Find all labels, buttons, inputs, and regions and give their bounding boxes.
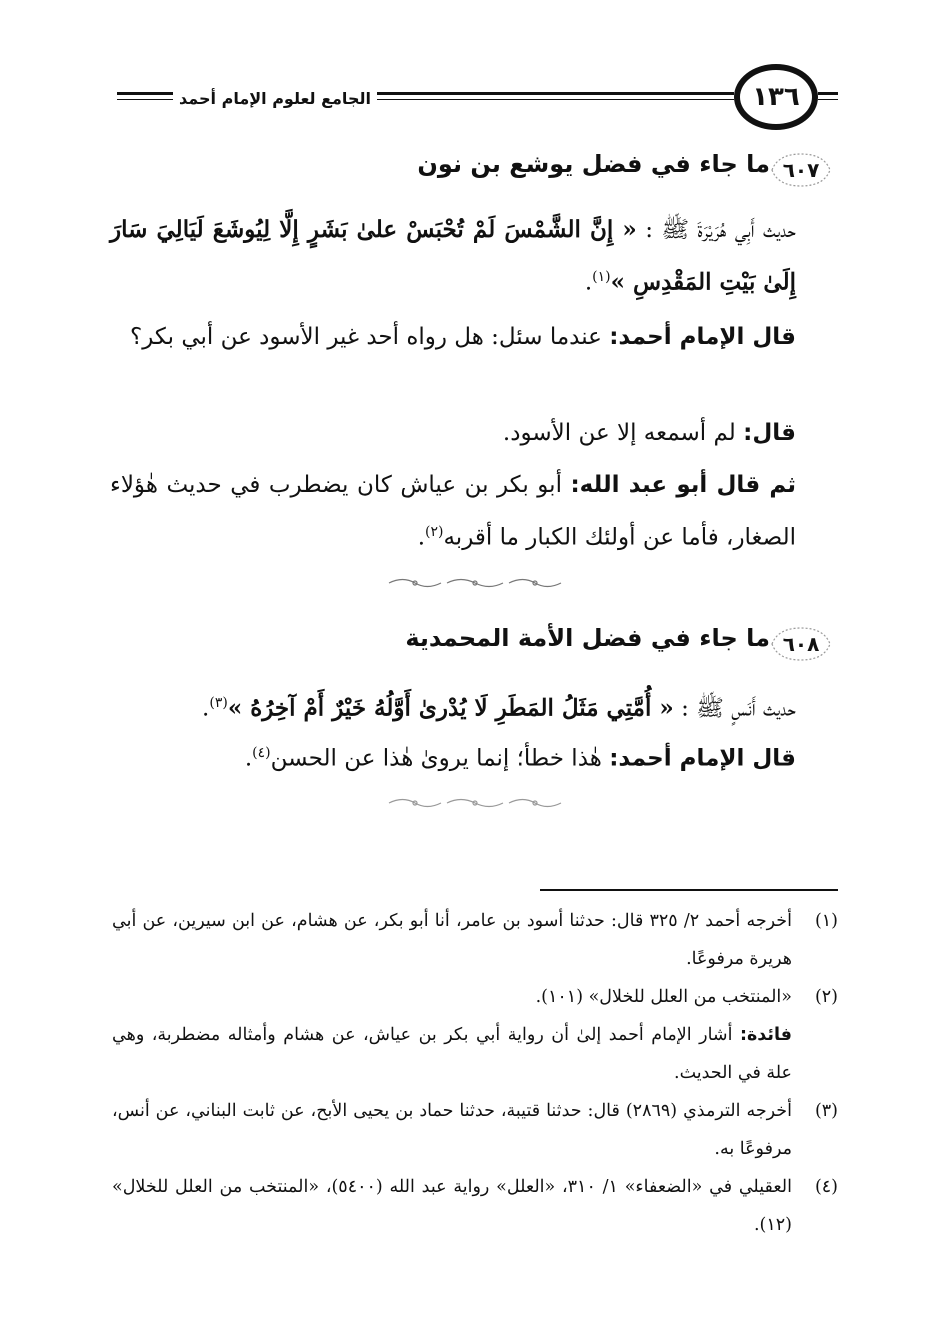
paragraph-hadith-607: حديث أَبِي هُرَيْرَةَ ﷺ : « إِنَّ الشَّمْسَ لَمْ تُحْبَسْ علىٰ بَشَرٍ إِلَّا لِيُوشَعَ لَيَالِيَ سَارَ إِلَىٰ بَيْتِ المَقْدِسِ »$^{(١)}$. bbox=[110, 216, 797, 296]
header-rule-mid-bottom bbox=[377, 99, 734, 100]
paragraph-answer bbox=[110, 410, 796, 457]
section-title-607: ما جاء في فضل يوشع بن نون bbox=[417, 150, 770, 178]
footnote-number bbox=[792, 1016, 838, 1092]
footnote-text: أخرجه أحمد ٢/ ٣٢٥ قال: حدثنا أسود بن عامر، أنا أبو بكر، عن هشام، عن ابن سيرين، عن أبي هريرة مرفوعًا. bbox=[112, 911, 792, 969]
footnote-1 bbox=[112, 902, 838, 978]
paragraph-text: لم أسمعه إلا عن الأسود. bbox=[502, 420, 736, 446]
header-rule-left-bottom bbox=[117, 99, 173, 100]
divider-ornament bbox=[385, 576, 565, 590]
paragraph-text: هٰذا خطأ؛ إنما يروىٰ هٰذا عن الحسن bbox=[270, 745, 602, 772]
header-rule-left-top bbox=[117, 92, 173, 95]
speaker-label: ثم قال أبو عبد الله: bbox=[570, 472, 796, 498]
footnote-benefit bbox=[112, 1016, 838, 1092]
section-number-608: ٦٠٨ bbox=[764, 624, 838, 664]
hadith-text: « إِنَّ الشَّمْسَ لَمْ تُحْبَسْ علىٰ بَشَرٍ إِلَّا لِيُوشَعَ لَيَالِيَ سَارَ إِلَىٰ بَيْتِ المَقْدِسِ » bbox=[110, 216, 796, 296]
benefit-text: أشار الإمام أحمد إلىٰ أن رواية أبي بكر بن عياش، عن هشام وأمثاله مضطربة، وهي علة في الحديث. bbox=[112, 1025, 792, 1083]
footnotes bbox=[112, 902, 838, 1244]
header-rule-mid-top bbox=[377, 92, 734, 95]
footnote-text: «المنتخب من العلل للخلال» (١٠١). bbox=[535, 987, 792, 1007]
footnote-3 bbox=[112, 1092, 838, 1168]
hadith-intro: حديث أَنَسٍ ﷺ : bbox=[681, 695, 796, 722]
footnote-number: (٢) bbox=[814, 987, 838, 1007]
paragraph-text: أبو بكر بن عياش كان يضطرب في حديث هٰؤلاء الصغار، فأما عن أولئك الكبار ما أقربه bbox=[110, 472, 796, 551]
page-number: ١٣٦ bbox=[734, 64, 818, 130]
footnote-ref[interactable]: (٢) bbox=[425, 524, 444, 540]
footnote-number: (٣) bbox=[814, 1101, 838, 1121]
paragraph-text: عندما سئل: هل رواه أحد غير الأسود عن أبي بكر؟ bbox=[130, 324, 602, 350]
footnote-text: أخرجه الترمذي (٢٨٦٩) قال: حدثنا قتيبة، حدثنا حماد بن يحيى الأبح، عن ثابت البناني، عن أنس، مرفوعًا به. bbox=[112, 1101, 792, 1159]
benefit-label: فائدة: bbox=[739, 1025, 792, 1045]
speaker-label: قال الإمام أحمد: bbox=[609, 324, 796, 350]
speaker-label: قال الإمام أحمد: bbox=[609, 745, 796, 772]
header-rule-right-bottom bbox=[818, 99, 838, 100]
footnote-text: العقيلي في «الضعفاء» ١/ ٣١٠، «العلل» رواية عبد الله (٥٤٠٠)، «المنتخب من العلل للخلال» (١٢). bbox=[112, 1177, 792, 1235]
paragraph-imam-verdict: قال الإمام أحمد: هٰذا خطأ؛ إنما يروىٰ هٰذا عن الحسن$^{(٤)}$. bbox=[244, 745, 796, 772]
footnote-4 bbox=[112, 1168, 838, 1244]
footnote-2 bbox=[112, 978, 838, 1016]
section-title-608: ما جاء في فضل الأمة المحمدية bbox=[405, 624, 770, 652]
paragraph-hadith-608: حديث أَنَسٍ ﷺ : « أُمَّتِي مَثَلُ المَطَرِ لَا يُدْرىٰ أَوَّلُهُ خَيْرٌ أَمْ آخِرُهُ »$^{(٣)}$. bbox=[202, 694, 796, 722]
running-title: الجامع لعلوم الإمام أحمد bbox=[179, 89, 371, 108]
footnote-ref[interactable]: (٣) bbox=[209, 695, 228, 711]
hadith-text: « أُمَّتِي مَثَلُ المَطَرِ لَا يُدْرىٰ أَوَّلُهُ خَيْرٌ أَمْ آخِرُهُ » bbox=[227, 694, 674, 722]
header-rule-right-top bbox=[818, 92, 838, 95]
hadith-intro: حديث أَبِي هُرَيْرَةَ ﷺ : bbox=[645, 217, 797, 243]
paragraph-imam-question bbox=[110, 314, 796, 361]
section-number-607: ٦٠٧ bbox=[764, 150, 838, 190]
speaker-label: قال: bbox=[743, 420, 796, 446]
footnote-ref[interactable]: (١) bbox=[592, 269, 611, 285]
paragraph-abu-abdullah: ثم قال أبو عبد الله: أبو بكر بن عياش كان يضطرب في حديث هٰؤلاء الصغار، فأما عن أولئك الكبار ما أقربه$^{(٢)}$. bbox=[110, 472, 796, 551]
footnote-number: (٤) bbox=[814, 1177, 838, 1197]
footnote-text bbox=[112, 1016, 792, 1092]
divider-ornament bbox=[385, 796, 565, 810]
footnote-ref[interactable]: (٤) bbox=[252, 745, 271, 761]
footnote-number: (١) bbox=[814, 911, 838, 931]
footnote-separator bbox=[540, 889, 838, 891]
